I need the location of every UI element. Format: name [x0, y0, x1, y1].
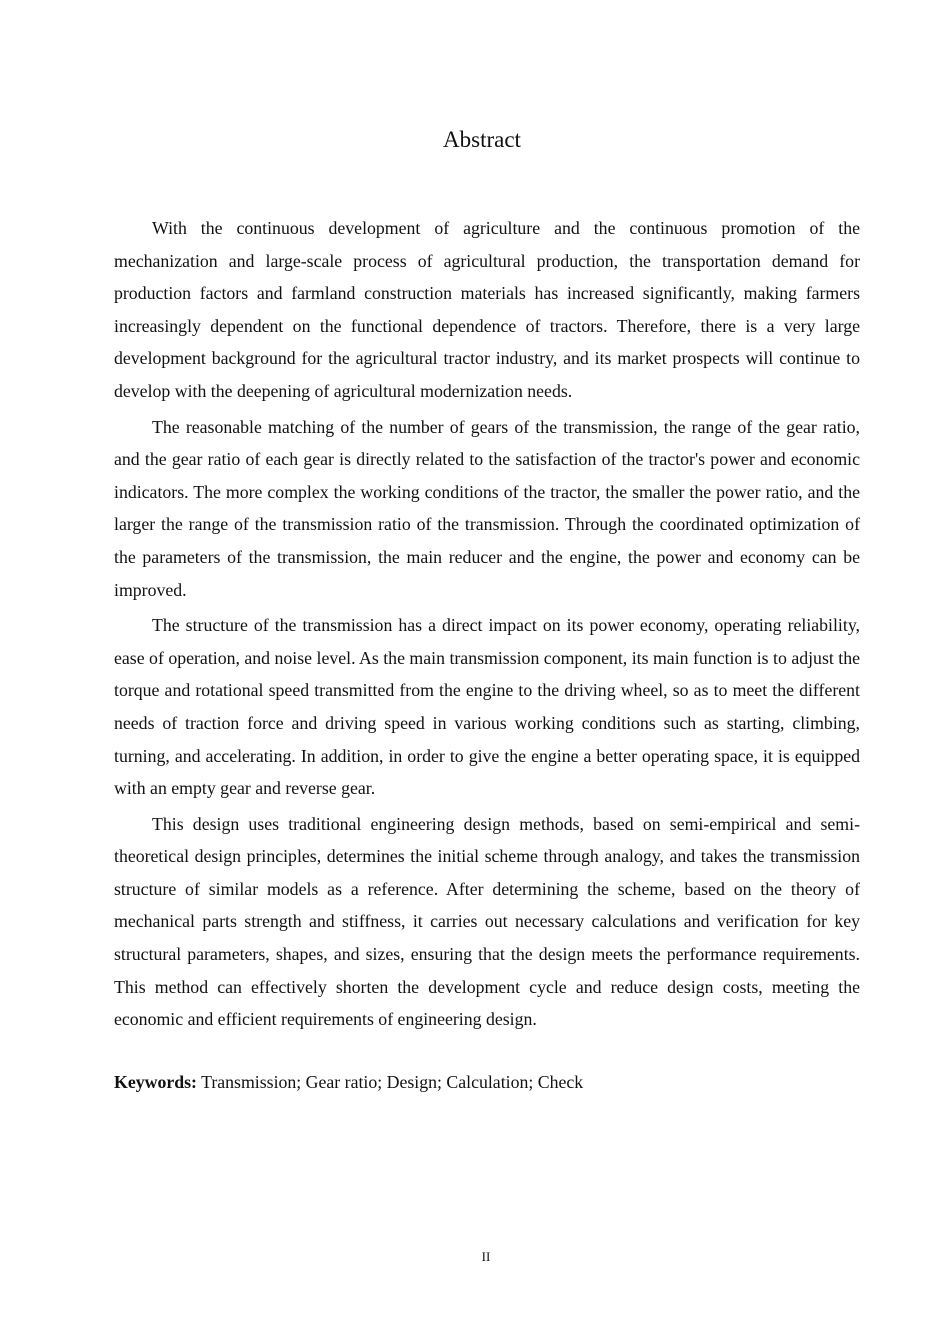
abstract-paragraph-1: With the continuous development of agriculture and the continuous promotion of the mechanization and large-scale process of agricultural production, the transportation demand for production factors and farmland construction materials has increased significantly, making farmers increasingly dependent on the functional dependence of tractors. Therefore, there is a very large development background for the agricultural tractor industry, and its market prospects will continue to develop with the deepening of agricultural modernization needs.: [114, 218, 860, 401]
abstract-title: Abstract: [443, 127, 521, 152]
abstract-paragraph-4: This design uses traditional engineering design methods, based on semi-empirical and semi-theoretical design principles, determines the initial scheme through analogy, and takes the transmission structure of similar models as a reference. After determining the scheme, based on the theory of mechanical parts strength and stiffness, it carries out necessary calculations and verification for key structural parameters, shapes, and sizes, ensuring that the design meets the performance requirements. This method can effectively shorten the development cycle and reduce design costs, meeting the economic and efficient requirements of engineering design.: [114, 813, 860, 1030]
page-number: II: [481, 1249, 491, 1264]
keywords-line: [114, 1066, 860, 1098]
abstract-body: [114, 212, 860, 1039]
abstract-paragraph-2: The reasonable matching of the number of gears of the transmission, the range of the gear ratio, and the gear ratio of each gear is directly related to the satisfaction of the tractor's power and economic indicators. The more complex the working conditions of the tractor, the smaller the power ratio, and the larger the range of the transmission ratio of the transmission. Through the coordinated optimization of the parameters of the transmission, the main reducer and the engine, the power and economy can be improved.: [114, 416, 860, 600]
keywords-list: Transmission; Gear ratio; Design; Calculation; Check: [196, 1072, 584, 1092]
keywords-label: Keywords:: [114, 1072, 197, 1092]
abstract-paragraph-3: The structure of the transmission has a direct impact on its power economy, operating reliability, ease of operation, and noise level. As the main transmission component, its main function is to adjust the torque and rotational speed transmitted from the engine to the driving wheel, so as to meet the different needs of traction force and driving speed in various working conditions such as starting, climbing, turning, and accelerating. In addition, in order to give the engine a better operating space, it is equipped with an empty gear and reverse gear.: [114, 615, 860, 799]
